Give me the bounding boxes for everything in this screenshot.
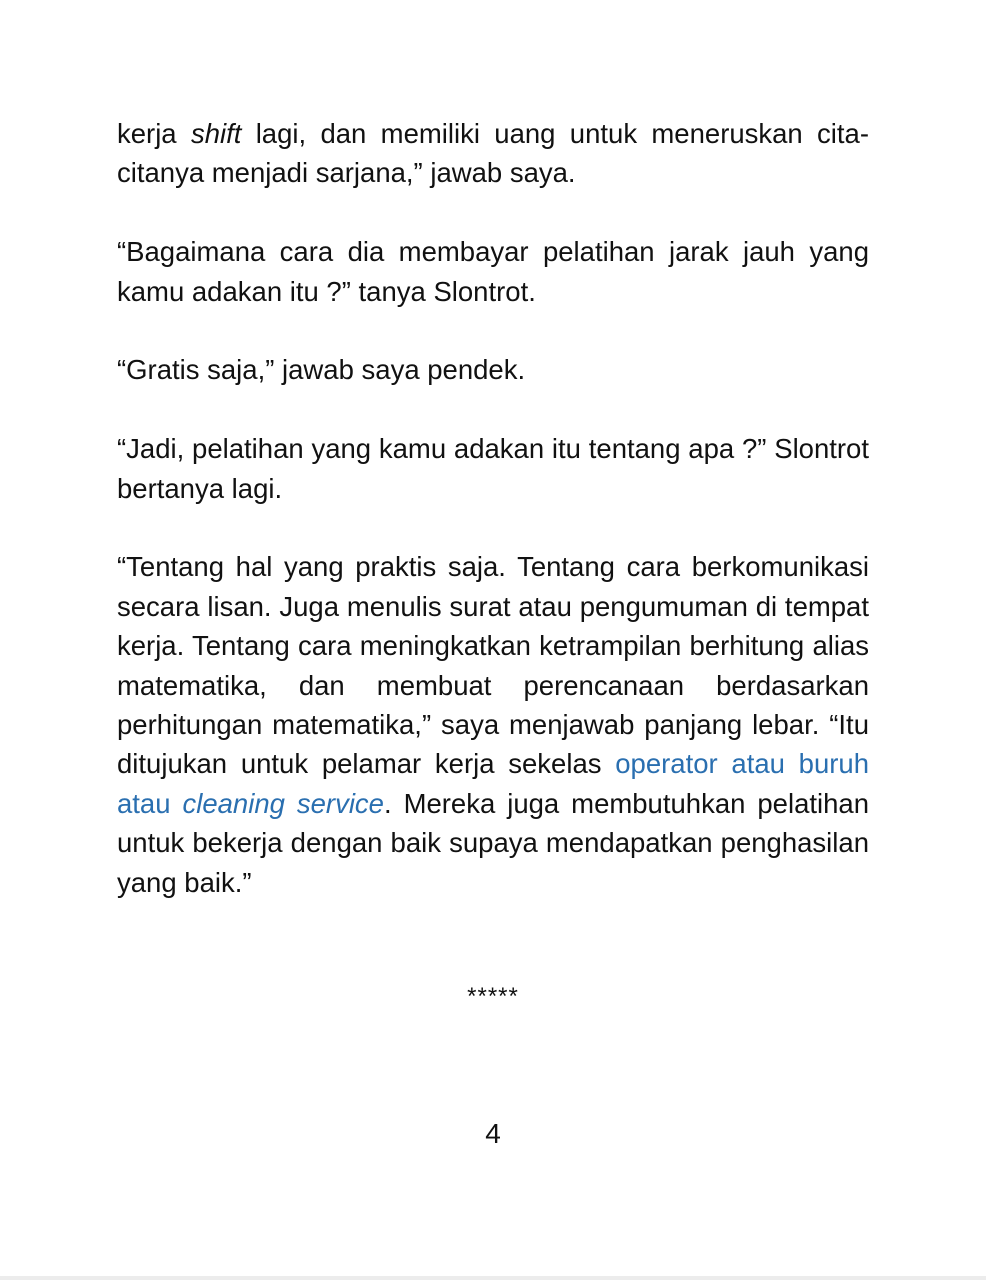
paragraph-2: “Bagaimana cara dia membayar pelatihan jarak jauh yang kamu adakan itu ?” tanya Slontrot. [117, 236, 869, 307]
paragraph-1 [117, 114, 869, 193]
paragraph-3: “Gratis saja,” jawab saya pendek. [117, 354, 526, 386]
hyperlink-italic-cleaning-service[interactable]: cleaning service [182, 787, 384, 819]
paragraph-1-text-a: kerja [117, 118, 191, 149]
document-body [117, 114, 869, 941]
page-number: 4 [485, 1118, 501, 1149]
paragraph-1-italic-shift: shift [190, 118, 242, 149]
bottom-edge-bar [0, 1276, 986, 1280]
paragraph-5-text-c: . Mereka juga membutuhkan pelatihan untuk bekerja dengan baik supaya mendapatkan penghasilan yang baik.” [117, 787, 869, 898]
section-separator: ***** [467, 983, 519, 1010]
paragraph-5-text-a: “Tentang hal yang praktis saja. Tentang cara berkomunikasi secara lisan. Juga menulis surat atau pengumuman di tempat kerja. Tentang cara meningkatkan ketrampilan berhitung alias matematika, dan membuat perencanaan berdasarkan perhitungan matematika,” saya menjawab panjang lebar. “Itu ditujukan untuk pelamar kerja sekelas [117, 551, 869, 780]
paragraph-4: “Jadi, pelatihan yang kamu adakan itu tentang apa ?” Slontrot bertanya lagi. [117, 433, 869, 504]
hyperlink-text[interactable]: operator atau buruh atau [117, 748, 869, 819]
paragraph-5 [117, 547, 869, 902]
paragraph-1-text-c: lagi, dan memiliki uang untuk meneruskan cita-citanya menjadi sarjana,” jawab saya. [117, 118, 870, 189]
